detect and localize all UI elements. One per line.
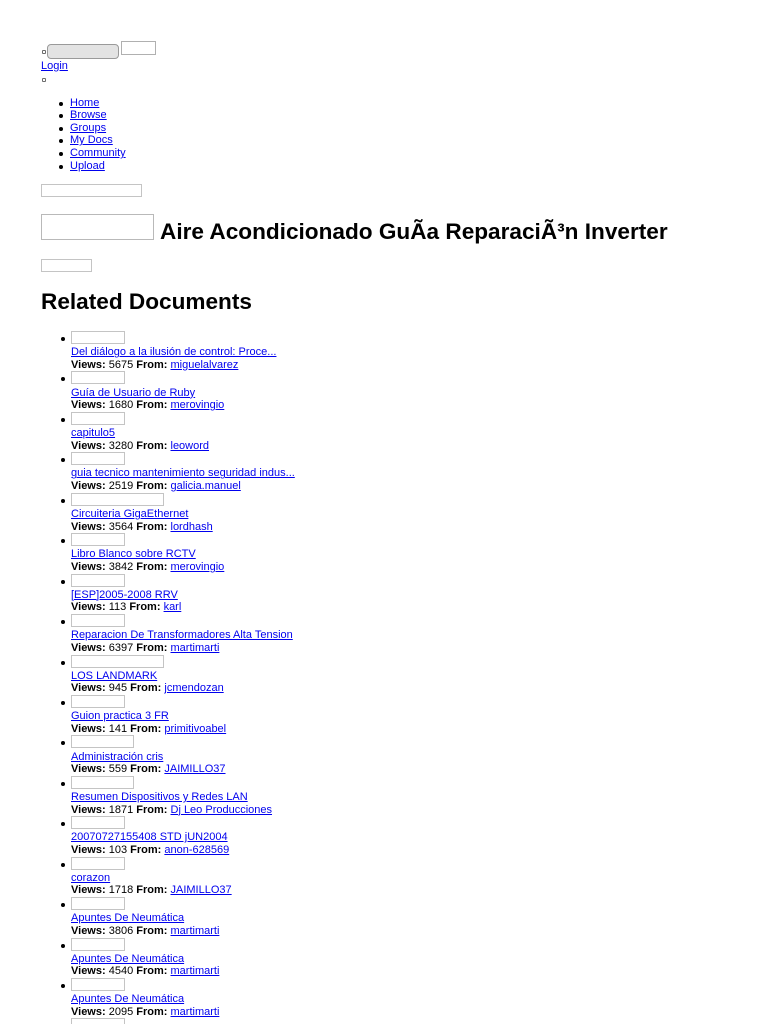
document-thumbnail[interactable] [71,897,125,910]
doc-title-line [71,629,400,642]
related-doc-item [0,655,400,695]
author-link[interactable]: Dj Leo Producciones [170,803,273,816]
nav-item-home [0,97,400,110]
search-input[interactable] [47,44,119,59]
document-thumbnail[interactable] [71,938,125,951]
from-label: From: [136,520,168,533]
views-count: 5675 [108,358,134,371]
document-thumbnail[interactable] [71,574,125,587]
doc-meta-line [71,723,400,736]
doc-title-line [71,993,400,1006]
views-label: Views: [71,520,106,533]
doc-meta-line [71,884,400,897]
document-thumbnail[interactable] [71,614,125,627]
from-label: From: [136,884,168,897]
list-bullet [59,127,63,131]
author-link[interactable]: primitivoabel [164,722,227,735]
doc-title-line [71,872,400,885]
thumbnail-row [71,412,400,427]
views-count: 945 [108,682,128,695]
from-label: From: [130,682,162,695]
views-count: 3806 [108,924,134,937]
views-label: Views: [71,641,106,654]
thumbnail-row [71,735,400,750]
doc-meta-line [71,682,400,695]
views-count: 103 [108,844,128,857]
nav-item-groups [0,122,400,135]
from-label: From: [136,1005,168,1018]
doc-meta-line [71,1006,400,1019]
document-thumbnail[interactable] [71,452,125,465]
document-thumbnail-large [41,214,154,240]
thumbnail-row [71,533,400,548]
search-button[interactable] [121,41,156,55]
author-link[interactable]: merovingio [170,560,225,573]
views-label: Views: [71,965,106,978]
doc-title-line [71,589,400,602]
from-label: From: [136,480,168,493]
related-doc-item [0,897,400,937]
page-title: Aire Acondicionado GuÃa ReparaciÃ³n Inverter [160,219,668,244]
from-label: From: [136,399,168,412]
document-thumbnail[interactable] [71,857,125,870]
related-doc-item [0,857,400,897]
from-label: From: [129,601,161,614]
list-bullet [61,863,65,867]
doc-title-line [71,427,400,440]
views-count: 2095 [108,1005,134,1018]
views-label: Views: [71,884,106,897]
views-count: 3280 [108,439,134,452]
views-count: 6397 [108,641,134,654]
list-bullet [61,822,65,826]
author-link[interactable]: merovingio [170,399,225,412]
author-link[interactable]: lordhash [170,520,213,533]
nav-item-my-docs [0,134,400,147]
from-label: From: [130,844,162,857]
thumbnail-row [71,857,400,872]
author-link[interactable]: galicia.manuel [170,480,241,493]
views-label: Views: [71,560,106,573]
views-label: Views: [71,803,106,816]
views-count: 3842 [108,560,134,573]
nav-link-home[interactable]: Home [70,96,100,109]
author-link[interactable]: martimarti [170,641,220,654]
related-doc-item [0,776,400,816]
author-link[interactable]: leoword [170,439,210,452]
from-label: From: [136,965,168,978]
list-bullet [61,661,65,665]
views-count: 1680 [108,399,134,412]
document-thumbnail[interactable] [71,412,125,425]
doc-title-line [71,831,400,844]
document-thumbnail-partial[interactable] [71,1018,125,1024]
author-link[interactable]: anon-628569 [164,844,230,857]
hollow-bullet-icon [42,78,46,82]
views-label: Views: [71,601,106,614]
related-doc-title-link[interactable]: Libro Blanco sobre RCTV [71,548,196,561]
author-link[interactable]: jcmendozan [164,682,224,695]
related-doc-title-link[interactable]: Del diálogo a la ilusión de control: Proce... [71,346,277,359]
nav-link-my-docs[interactable]: My Docs [70,134,113,147]
thumbnail-row [71,978,400,993]
related-doc-title-link[interactable]: Guion practica 3 FR [71,710,169,723]
list-bullet [61,741,65,745]
author-link[interactable]: martimarti [170,1005,220,1018]
thumbnail-row [71,816,400,831]
document-thumbnail[interactable] [71,816,125,829]
views-count: 141 [108,722,128,735]
nav-item-community [0,147,400,160]
views-label: Views: [71,1005,106,1018]
related-doc-title-link[interactable]: Apuntes De Neumática [71,912,185,925]
views-count: 4540 [108,965,134,978]
list-bullet [61,903,65,907]
thumbnail-row [71,938,400,953]
doc-meta-line [71,561,400,574]
list-bullet [59,114,63,118]
views-label: Views: [71,439,106,452]
related-doc-title-link[interactable]: Apuntes De Neumática [71,993,185,1006]
list-bullet [61,782,65,786]
views-label: Views: [71,682,106,695]
document-thumbnail[interactable] [71,533,125,546]
doc-meta-line [71,763,400,776]
related-doc-item [0,331,400,371]
hollow-bullet-icon [42,50,46,54]
views-label: Views: [71,844,106,857]
views-label: Views: [71,924,106,937]
list-bullet [61,580,65,584]
nav-item-upload [0,160,400,173]
document-thumbnail[interactable] [71,776,134,789]
list-bullet [61,377,65,381]
doc-meta-line [71,965,400,978]
nav-link-upload[interactable]: Upload [70,159,105,172]
views-label: Views: [71,763,106,776]
list-bullet [59,165,63,169]
related-doc-item [0,816,400,856]
nav-item-browse [0,109,400,122]
author-link[interactable]: JAIMILLO37 [164,763,226,776]
document-thumbnail[interactable] [71,331,125,344]
related-doc-item [0,533,400,573]
doc-meta-line [71,804,400,817]
related-doc-item [0,695,400,735]
thumbnail-row [71,655,400,670]
related-doc-item [0,574,400,614]
from-label: From: [136,803,168,816]
related-doc-item [0,412,400,452]
list-bullet [61,984,65,988]
list-bullet [61,418,65,422]
thumbnail-row [71,574,400,589]
doc-title-line [71,346,400,359]
main-nav [0,97,400,173]
doc-meta-line [71,844,400,857]
related-doc-item [0,493,400,533]
from-label: From: [136,439,168,452]
related-doc-title-link[interactable]: 20070727155408 STD jUN2004 [71,831,228,844]
related-doc-title-link[interactable]: Apuntes De Neumática [71,952,185,965]
doc-meta-line [71,601,400,614]
document-thumbnail[interactable] [71,655,164,668]
doc-meta-line [71,925,400,938]
related-doc-item [0,735,400,775]
doc-meta-line [71,399,400,412]
author-link[interactable]: martimarti [170,924,220,937]
thumbnail-row [71,776,400,791]
related-documents-heading: Related Documents [41,289,252,314]
views-label: Views: [71,722,106,735]
doc-meta-line [71,642,400,655]
thumbnail-row [71,897,400,912]
image-placeholder-small [41,259,92,272]
list-bullet [61,458,65,462]
related-doc-item [0,938,400,978]
doc-meta-line [71,440,400,453]
doc-title-line [71,548,400,561]
related-doc-title-link[interactable]: Circuiteria GigaEthernet [71,507,189,520]
related-doc-item [0,371,400,411]
list-bullet [59,152,63,156]
doc-meta-line [71,521,400,534]
doc-title-line [71,508,400,521]
related-doc-title-link[interactable]: Administración cris [71,750,164,763]
related-doc-title-link[interactable]: capitulo5 [71,427,116,439]
related-doc-title-link[interactable]: guia tecnico mantenimiento seguridad indus... [71,467,295,480]
related-doc-title-link[interactable]: [ESP]2005-2008 RRV [71,588,178,601]
document-thumbnail[interactable] [71,371,125,384]
related-documents-list [0,331,400,1018]
from-label: From: [136,924,168,937]
from-label: From: [136,641,168,654]
views-count: 3564 [108,520,134,533]
related-doc-title-link[interactable]: LOS LANDMARK [71,669,158,682]
from-label: From: [130,722,162,735]
document-thumbnail[interactable] [71,978,125,991]
views-label: Views: [71,480,106,493]
thumbnail-row [71,493,400,508]
thumbnail-row [71,331,400,346]
from-label: From: [130,763,162,776]
list-bullet [61,944,65,948]
doc-title-line [71,670,400,683]
doc-title-line [71,791,400,804]
list-bullet [61,620,65,624]
views-count: 113 [108,601,127,614]
list-bullet [61,539,65,543]
thumbnail-row [71,614,400,629]
author-link[interactable]: martimarti [170,965,220,978]
related-doc-item [0,614,400,654]
image-placeholder [41,184,142,197]
nav-link-browse[interactable]: Browse [70,109,107,122]
doc-meta-line [71,480,400,493]
views-count: 1718 [108,884,134,897]
author-link[interactable]: JAIMILLO37 [170,884,232,897]
doc-title-line [71,953,400,966]
document-thumbnail[interactable] [71,735,134,748]
from-label: From: [136,560,168,573]
author-link[interactable]: karl [163,601,182,614]
related-doc-title-link[interactable]: Reparacion De Transformadores Alta Tension [71,629,293,642]
related-doc-item [0,978,400,1018]
doc-title-line [71,912,400,925]
views-label: Views: [71,399,106,412]
list-bullet [59,139,63,143]
thumbnail-row [71,452,400,467]
list-bullet [61,701,65,705]
related-doc-title-link[interactable]: Resumen Dispositivos y Redes LAN [71,790,248,803]
views-label: Views: [71,358,106,371]
views-count: 2519 [108,480,134,493]
related-doc-title-link[interactable]: corazon [71,871,111,884]
views-count: 1871 [108,803,134,816]
nav-link-community[interactable]: Community [70,147,126,160]
related-doc-title-link[interactable]: Guía de Usuario de Ruby [71,386,196,399]
nav-link-groups[interactable]: Groups [70,121,107,134]
document-thumbnail[interactable] [71,695,125,708]
list-bullet [61,337,65,341]
list-bullet [61,499,65,503]
document-thumbnail[interactable] [71,493,164,506]
doc-title-line [71,467,400,480]
doc-meta-line [71,359,400,372]
thumbnail-row [71,695,400,710]
doc-title-line [71,387,400,400]
author-link[interactable]: miguelalvarez [170,358,239,371]
list-bullet [59,102,63,106]
from-label: From: [136,358,168,371]
thumbnail-row [71,371,400,386]
doc-title-line [71,710,400,723]
doc-title-line [71,751,400,764]
login-link[interactable]: Login [41,59,68,72]
views-count: 559 [108,763,128,776]
related-doc-item [0,452,400,492]
